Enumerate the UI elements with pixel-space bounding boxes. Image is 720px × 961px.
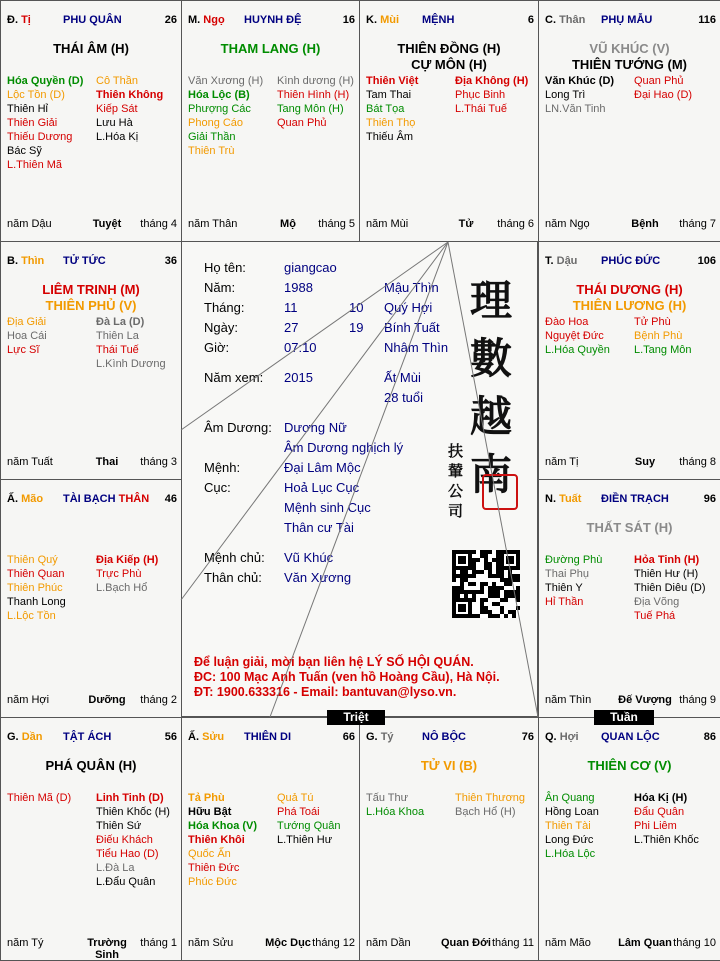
info-label: Năm xem: [204,370,264,385]
info-label: Ngày: [204,320,238,335]
year-label: năm Hợi [7,694,50,706]
main-star: CỰ MÔN (H) [411,57,487,72]
palace-number: 86 [703,731,716,743]
position-prefix: B. [7,255,18,267]
info-value: 27 [284,320,299,335]
branch-name: Mùi [380,14,400,26]
position-prefix: T. [545,255,554,267]
month-label: tháng 11 [491,937,534,949]
month-label: tháng 12 [312,937,355,949]
month-label: tháng 2 [140,694,177,706]
life-phase: Bệnh [631,218,659,230]
life-phase: Tử [458,218,474,230]
aspect-line [448,242,538,717]
palace-number: 16 [342,14,355,26]
minor-star: L.Thái Tuế [455,103,507,115]
palace-title: ĐIỀN TRẠCH [601,493,669,505]
minor-star: Hoa Cái [7,330,47,342]
month-label: tháng 4 [140,218,177,230]
minor-star: Hóa Kị (H) [634,792,688,804]
year-label: năm Ngọ [545,218,590,230]
info-label: Năm: [204,280,236,295]
minor-star: Lưu Hà [96,117,133,129]
minor-star: L.Bạch Hổ [96,582,148,594]
life-phase: Tuyệt [92,218,122,230]
info-value: 10 [349,300,364,315]
palace-number: 76 [521,731,534,743]
minor-star: Thiên Diêu (D) [634,582,706,594]
info-value: Hoả Lục Cục [284,480,360,495]
minor-star: L.Lộc Tồn [7,610,56,622]
minor-star: Thanh Long [7,596,66,608]
main-star: LIÊM TRINH (M) [42,282,140,297]
position-prefix: Q. [545,731,557,743]
minor-star: Tuế Phá [634,610,676,622]
minor-star: Văn Khúc (D) [545,75,615,87]
palace-title: HUYNH ĐỆ [244,14,302,26]
info-value: Bính Tuất [384,320,440,335]
minor-star: L.Hóa Kị [96,131,139,143]
minor-star: Thiên Tài [545,820,591,832]
contact-line: ĐT: 1900.633316 - Email: bantuvan@lyso.vn. [194,685,457,699]
minor-star: Quan Phủ [277,117,327,129]
info-value: 2015 [284,370,313,385]
minor-star: Đẩu Quân [634,806,685,818]
year-label: năm Mão [545,937,591,949]
minor-star: Thiên Đức [188,862,240,874]
minor-star: Tướng Quân [277,820,341,832]
info-value: Thân cư Tài [284,520,354,535]
minor-star: Tử Phù [634,316,671,328]
main-star: THÁI ÂM (H) [53,41,129,56]
info-value: Mậu Thìn [384,280,439,295]
position-prefix: G. [7,731,19,743]
palace-title: TẬT ÁCH [63,731,112,743]
info-value: Âm Dương nghịch lý [284,440,404,455]
minor-star: Điếu Khách [96,834,153,846]
palace-title: PHỤ MẪU [601,14,653,26]
palace-body-marker: THÂN [118,493,150,505]
life-phase: Lâm Quan [618,937,672,949]
minor-star: Tam Thai [366,89,412,101]
position-prefix: N. [545,493,556,505]
minor-star: Hóa Lộc (B) [188,89,250,101]
info-value: Ất Mùi [384,370,421,385]
minor-star: Địa Giải [7,316,47,328]
palace-title: PHÚC ĐỨC [601,255,661,267]
minor-star: Thiên La [96,330,139,342]
info-value: Đại Lâm Mộc [284,460,361,475]
calligraphy-small-char: 司 [448,502,464,520]
minor-star: Đường Phù [545,554,603,566]
minor-star: Hỉ Thần [545,596,584,608]
info-value: 19 [349,320,364,335]
month-label: tháng 7 [679,218,716,230]
month-label: tháng 8 [679,456,716,468]
minor-star: Hóa Quyền (D) [7,75,84,87]
year-label: năm Dậu [7,218,52,230]
minor-star: L.Tang Môn [634,344,692,356]
info-value: Vũ Khúc [284,550,334,565]
calligraphy-small-char: 輦 [448,462,464,480]
month-label: tháng 10 [673,937,716,949]
main-star: TỬ VI (B) [420,758,478,773]
minor-star: Phi Liêm [634,820,677,832]
minor-star: L.Thiên Khốc [634,834,699,846]
year-label: năm Sửu [188,937,234,949]
position-prefix: Đ. [7,14,18,26]
minor-star: Thiên Không [96,89,164,101]
palace-number: 46 [164,493,177,505]
minor-star: Bát Tọa [366,103,405,115]
year-label: năm Mùi [366,218,409,230]
minor-star: Bác Sỹ [7,145,42,157]
info-label: Tháng: [204,300,245,315]
minor-star: LN.Văn Tinh [545,103,606,115]
info-label: Họ tên: [204,260,246,275]
info-value: Văn Xương [284,570,352,585]
info-value: Mệnh sinh Cục [284,500,371,515]
contact-line: Để luận giải, mời bạn liên hệ LÝ SỐ HỘI QUÁN. [194,655,474,669]
minor-star: Long Đức [545,834,594,846]
minor-star: Bạch Hổ (H) [455,806,516,818]
minor-star: Hóa Khoa (V) [188,820,258,832]
minor-star: Thiên Sứ [96,820,142,832]
palace-number: 116 [698,14,716,26]
life-phase: Suy [634,456,656,468]
month-label: tháng 5 [318,218,355,230]
year-label: năm Tý [7,937,44,949]
info-label: Âm Dương: [204,420,272,435]
life-phase: Trường Sinh [87,937,127,961]
position-prefix: K. [366,14,377,26]
year-label: năm Thìn [545,694,592,706]
minor-star: Lực Sĩ [7,344,40,356]
minor-star: Tiểu Hao (D) [96,848,159,860]
minor-star: Tấu Thư [366,792,409,804]
month-label: tháng 9 [679,694,716,706]
position-prefix: Ấ. [7,493,18,505]
month-label: tháng 6 [497,218,534,230]
minor-star: Giải Thần [188,131,236,143]
year-label: năm Tị [545,456,579,468]
aspect-line [181,242,448,430]
life-phase: Quan Đới [441,937,491,949]
branch-name: Thìn [21,255,45,267]
branch-name: Dần [21,731,43,743]
tag-tuan: Tuần [594,710,654,725]
palace-title: THIÊN DI [244,731,292,743]
calligraphy-small-char: 扶 [448,442,464,460]
year-label: năm Thân [188,218,238,230]
minor-star: Thiên Hư (H) [634,568,699,580]
palace-title: MỆNH [422,14,455,26]
minor-star: Đại Hao (D) [634,89,693,101]
palace-number: 56 [164,731,177,743]
main-star: THÁI DƯƠNG (H) [576,282,683,297]
minor-star: Địa Kiếp (H) [96,554,159,566]
minor-star: Quốc Ấn [188,848,231,860]
info-label: Cục: [204,480,231,495]
minor-star: L.Hóa Quyền [545,344,610,356]
year-label: năm Tuất [7,456,53,468]
minor-star: L.Đẩu Quân [96,876,156,888]
minor-star: Tả Phù [188,792,225,804]
aspect-line [181,242,448,600]
calligraphy-char: 南 [470,450,513,499]
minor-star: Địa Không (H) [455,75,529,87]
minor-star: L.Đà La [96,862,135,874]
minor-star: Thiên Phúc [7,582,63,594]
minor-star: Phượng Các [188,103,251,115]
main-star: THẤT SÁT (H) [586,520,673,535]
tag-triet: Triệt [327,710,385,725]
palace-number: 26 [164,14,177,26]
info-value: 28 tuổi [384,390,424,405]
minor-star: L.Thiên Hư [277,834,333,846]
main-star: THIÊN TƯỚNG (M) [571,57,688,72]
minor-star: Văn Xương (H) [188,75,264,87]
position-prefix: C. [545,14,556,26]
minor-star: Phá Toái [277,806,320,818]
minor-star: Cô Thần [96,75,138,87]
minor-star: Thiên Hỉ [7,103,48,115]
minor-star: Phúc Đức [188,876,237,888]
minor-star: Trực Phù [96,568,142,580]
position-prefix: G. [366,731,378,743]
minor-star: Long Trì [545,89,586,101]
palace-title: TÀI BẠCH [63,493,116,505]
minor-star: Thái Tuế [96,344,139,356]
palace-number: 6 [527,14,534,26]
info-label: Mệnh: [204,460,241,475]
aspect-line [270,242,448,717]
palace-title: NÔ BỘC [422,731,466,743]
minor-star: Bệnh Phù [634,330,683,342]
minor-star: L.Thiên Mã [7,159,63,171]
minor-star: Thiếu Dương [7,131,73,143]
minor-star: Thiên Trù [188,145,235,157]
life-phase: Dưỡng [88,694,126,706]
info-value: giangcao [284,260,337,275]
contact-line: ĐC: 100 Mạc Anh Tuấn (ven hồ Hoàng Cầu), Hà Nội. [194,670,500,684]
main-star: THIÊN ĐỒNG (H) [397,41,501,56]
minor-star: Quan Phủ [634,75,684,87]
position-prefix: Ấ. [188,731,199,743]
minor-star: Thiếu Âm [366,131,414,143]
minor-star: Kình dương (H) [277,75,354,87]
palace-title: TỬ TỨC [63,255,106,267]
life-phase: Mộc Dục [265,937,311,949]
minor-star: L.Kình Dương [96,358,166,370]
minor-star: Thiên Khôi [188,834,245,846]
minor-star: Thiên Y [545,582,583,594]
minor-star: Thiên Giải [7,117,58,129]
info-label: Mệnh chủ: [204,550,265,565]
branch-name: Hợi [559,731,579,743]
minor-star: L.Hóa Khoa [366,806,425,818]
info-value: Dương Nữ [284,420,347,435]
minor-star: Hỏa Tinh (H) [634,554,700,566]
minor-star: Thiên Khốc (H) [96,806,170,818]
minor-star: Nguyệt Đức [545,330,604,342]
month-label: tháng 1 [140,937,177,949]
minor-star: Địa Võng [634,596,680,608]
palace-number: 106 [697,255,716,267]
info-label: Thân chủ: [204,570,262,585]
minor-star: Linh Tinh (D) [96,792,164,804]
life-phase: Đế Vượng [618,694,672,706]
branch-name: Thân [559,14,586,26]
info-value: Quý Hợi [384,300,433,315]
info-value: 11 [284,300,298,315]
calligraphy-small-char: 公 [448,482,464,500]
month-label: tháng 3 [140,456,177,468]
position-prefix: M. [188,14,201,26]
minor-star: Lộc Tồn (D) [7,89,65,101]
branch-name: Dậu [556,255,578,267]
palace-number: 66 [342,731,355,743]
calligraphy-char: 數 [470,334,513,383]
minor-star: Thiên Quý [7,554,58,566]
main-star: THIÊN CƠ (V) [587,758,672,773]
branch-name: Ngọ [203,14,225,26]
minor-star: Hồng Loan [545,806,599,818]
branch-name: Mão [21,493,44,505]
palace-title: PHU QUÂN [63,14,122,26]
main-star: THIÊN PHỦ (V) [45,298,137,313]
life-phase: Thai [95,456,119,468]
main-star: VŨ KHÚC (V) [589,41,670,56]
minor-star: Thai Phụ [545,568,590,580]
minor-star: Hữu Bật [188,806,232,818]
minor-star: Phong Cáo [188,117,244,129]
minor-star: Thiên Thương [455,792,526,804]
branch-name: Tuất [559,493,582,505]
minor-star: Thiên Quan [7,568,65,580]
minor-star: Thiên Hình (H) [277,89,350,101]
minor-star: Phục Binh [455,89,506,101]
info-value: 1988 [284,280,313,295]
branch-name: Sửu [202,731,225,743]
minor-star: Đà La (D) [96,316,145,328]
branch-name: Tý [380,731,394,743]
year-label: năm Dần [366,937,411,949]
minor-star: Kiếp Sát [96,103,138,115]
main-star: THIÊN LƯƠNG (H) [572,298,687,313]
minor-star: Thiên Thọ [366,117,416,129]
branch-name: Tị [21,14,31,26]
minor-star: Thiên Mã (D) [7,792,72,804]
calligraphy-char: 越 [470,392,513,441]
calligraphy-char: 理 [470,276,513,325]
info-value: 07:10 [284,340,317,355]
minor-star: Ân Quang [545,792,595,804]
palace-number: 36 [164,255,177,267]
life-phase: Mộ [280,218,296,230]
minor-star: Quả Tú [277,792,314,804]
main-star: PHÁ QUÂN (H) [45,758,137,773]
info-label: Giờ: [204,340,230,355]
minor-star: Thiên Việt [366,75,419,87]
main-star: THAM LANG (H) [220,41,321,56]
minor-star: Tang Môn (H) [277,103,344,115]
minor-star: Đào Hoa [545,316,589,328]
palace-title: QUAN LỘC [601,731,660,743]
minor-star: L.Hóa Lộc [545,848,596,860]
info-value: Nhâm Thìn [384,340,449,355]
palace-number: 96 [703,493,716,505]
